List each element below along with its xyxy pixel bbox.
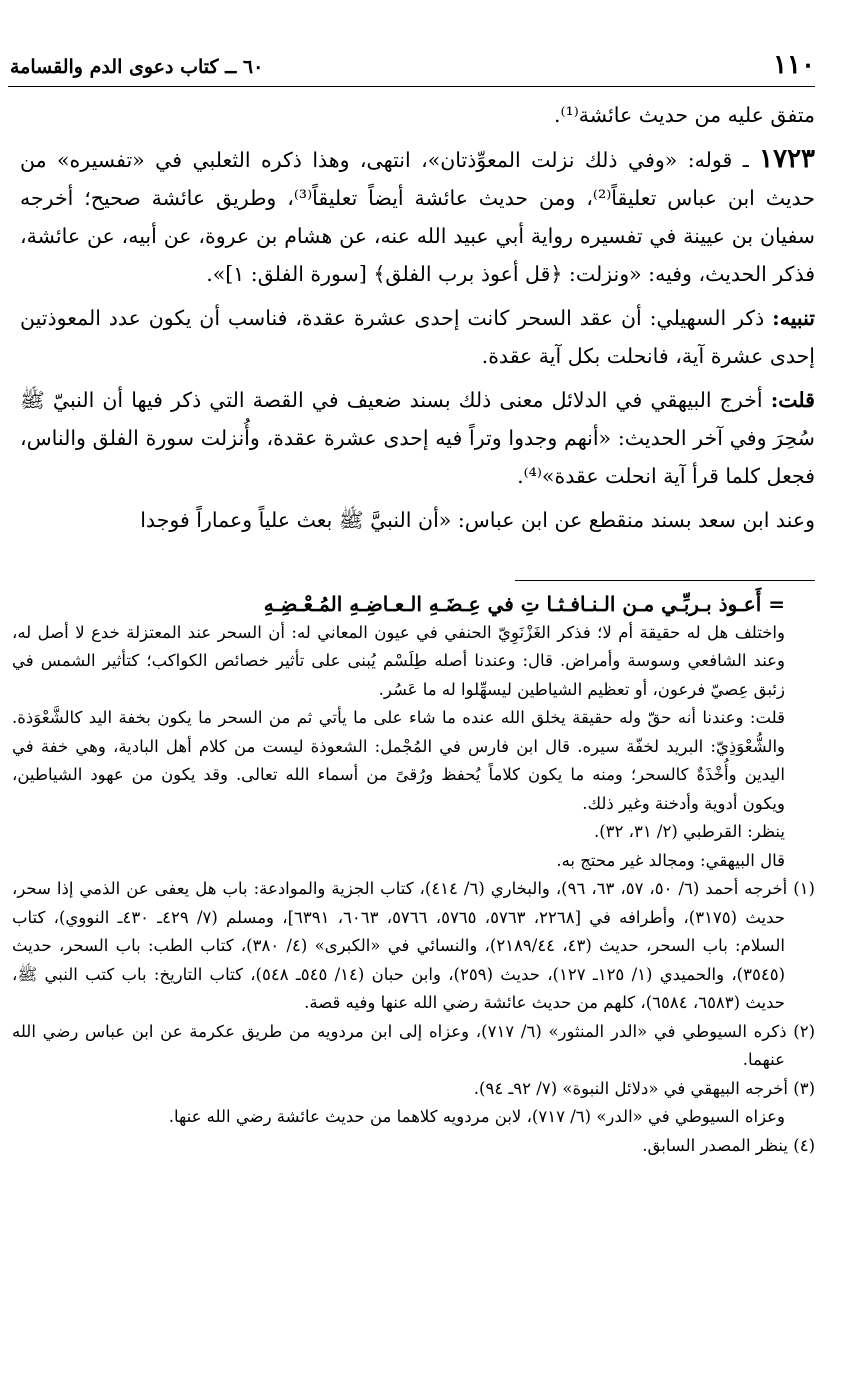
paragraph-text: ذكر السهيلي: أن عقد السحر كانت إحدى عشرة عقدة، فناسب أن يكون عدد المعوذتين إحدى عشرة آية، فانحلت بكل آية عقدة. (20, 306, 815, 368)
footnotes (12, 590, 815, 1160)
page-number: ١١٠ (773, 50, 815, 80)
main-paragraph: وعند ابن سعد بسند منقطع عن ابن عباس: «أن النبيَّ ﷺ بعث علياً وعماراً فوجدا (140, 508, 815, 532)
main-paragraph (20, 140, 815, 293)
main-paragraph: متفق عليه من حديث عائشة⁽¹⁾. (553, 103, 815, 127)
footnote-continuation: قلت: وعندنا أنه حقّ وله حقيقة يخلق الله عنده ما شاء على ما يأتي ثم من السحر ما يكون بخفة اليد كالشَّعْوَذة. والشُّعْوَذِيّ: البريد لخفّة سيره. قال ابن فارس في المُجْمل: الشعوذة ليست من كلام أهل البادية، وهي خفة في اليدين وأُخْذَةٌ كالسحر؛ ومنه ما يكون كلاماً يُحفظ ورُقىً من أسماء الله تعالى. وقد يكون من عهود الشياطين، ويكون أدوية وأدخنة وغير ذلك. (12, 708, 785, 813)
qult-label: قلت: (770, 388, 815, 412)
footnote-continuation: ينظر: القرطبي (٢/ ٣١، ٣٢). (593, 822, 785, 841)
footnote-2: (٢) ذكره السيوطي في «الدر المنثور» (٦/ ٧١٧)، وعزاه إلى ابن مردويه من طريق عكرمة عن ابن عباس رضي الله عنهما. (12, 1021, 816, 1069)
main-text (20, 96, 815, 545)
footnote-3-continuation: وعزاه السيوطي في «الدر» (٦/ ٧١٧)، لابن مردويه كلاهما من حديث عائشة رضي الله عنها. (168, 1107, 785, 1126)
footnote-continuation: واختلف هل له حقيقة أم لا؛ فذكر الغَزْنَوِيّ الحنفي في عيون المعاني له: أن السحر عند المعتزلة خدع لا أصل له، وعند الشافعي وسوسة وأمراض. قال: وعندنا أصله طِلَسْم يُبنى على تأثير خصائص الكواكب؛ كتأثير الشمس في زئبق عِصيّ فرعون، أو تعظيم الشياطين ليسهِّلوا له ما عَسُر. (12, 622, 785, 699)
tanbih-label: تنبيه: (772, 306, 815, 330)
poem-line: = أَعـوذ بـربِّـي مـن الـنـافـثـا تِ في عِـضَـهِ الـعـاضِـهِ المُـعْـضِـهِ (263, 592, 785, 616)
footnote-separator (515, 580, 815, 581)
running-title: ٦٠ ــ كتاب دعوى الدم والقسامة (10, 56, 264, 78)
footnote-3: (٣) أخرجه البيهقي في «دلائل النبوة» (٧/ ٩٢ـ ٩٤). (473, 1078, 815, 1098)
header-rule (8, 86, 815, 87)
main-paragraph (20, 381, 815, 495)
hadith-number: ١٧٢٣ (759, 144, 815, 174)
paragraph-text: أخرج البيهقي في الدلائل معنى ذلك بسند ضعيف في القصة التي ذكر فيها أن النبيّ ﷺ سُحِرَ وفي آخر الحديث: «أنهم وجدوا وتراً فيه إحدى عشرة عقدة، وأُنزلت سورة الفلق والناس، فجعل كلما قرأ آية انحلت عقدة»⁽⁴⁾. (20, 388, 815, 488)
main-paragraph (20, 299, 815, 375)
footnote-4: (٤) ينظر المصدر السابق. (642, 1135, 815, 1155)
page-header (10, 50, 815, 84)
paragraph-text: ـ قوله: «وفي ذلك نزلت المعوِّذتان»، انتهى، وهذا ذكره الثعلبي في «تفسيره» من حديث ابن عباس تعليقاً⁽²⁾، ومن حديث عائشة أيضاً تعليقاً⁽³⁾، وطريق عائشة صحيح؛ أخرجه سفيان بن عيينة في تفسيره رواية أبي عبيد الله عنه، عن هشام بن عروة، عن أبيه، عن عائشة، فذكر الحديث، وفيه: «ونزلت: ﴿قل أعوذ برب الفلق﴾ [سورة الفلق: ١]». (20, 148, 815, 286)
footnote-1: (١) أخرجه أحمد (٦/ ٥٠، ٥٧، ٦٣، ٩٦)، والبخاري (٦/ ٤١٤)، كتاب الجزية والموادعة: باب هل يعفى عن الذمي إذا سحر، حديث (٣١٧٥)، وأطرافه في [٢٢٦٨، ٥٧٦٣، ٥٧٦٥، ٥٧٦٦، ٦٠٦٣، ٦٣٩١]، ومسلم (٧/ ٤٢٩ـ ٤٣٠ـ النووي)، كتاب السلام: باب السحر، حديث (٤٣، ٢١٨٩/٤٤)، والنسائي في «الكبرى» (٤/ ٣٨٠)، كتاب الطب: باب السحر، حديث (٣٥٤٥)، والحميدي (١/ ١٢٥ـ ١٢٧)، حديث (٢٥٩)، وابن حبان (١٤/ ٥٤٥ـ ٥٤٨)، كتاب التاريخ: باب كتب النبي ﷺ، حديث (٦٥٨٣، ٦٥٨٤)، كلهم من حديث عائشة رضي الله عنها وفيه قصة. (12, 879, 815, 1012)
footnote-continuation: قال البيهقي: ومجالد غير محتج به. (556, 850, 785, 870)
